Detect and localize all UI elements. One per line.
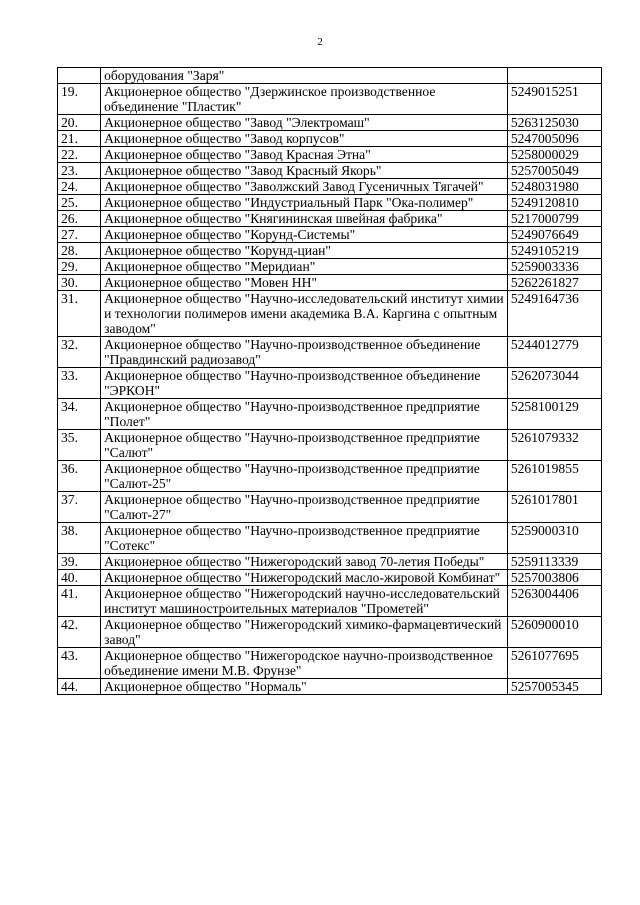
table-row xyxy=(58,679,602,695)
table-row xyxy=(58,84,602,115)
table-row xyxy=(58,492,602,523)
organization-name: Акционерное общество "Научно-производственное объединение "Правдинский радиозавод" xyxy=(101,337,508,368)
organization-inn: 5259003336 xyxy=(507,259,601,275)
table-row xyxy=(58,227,602,243)
row-number: 35. xyxy=(58,430,101,461)
organization-name: оборудования "Заря" xyxy=(101,68,508,84)
table-row xyxy=(58,115,602,131)
row-number: 42. xyxy=(58,617,101,648)
row-number: 30. xyxy=(58,275,101,291)
organizations-table xyxy=(57,67,602,695)
organization-name: Акционерное общество "Нижегородское научно-производственное объединение имени М.В. Фрунзе" xyxy=(101,648,508,679)
row-number: 29. xyxy=(58,259,101,275)
organization-inn: 5257005345 xyxy=(507,679,601,695)
organization-inn: 5258000029 xyxy=(507,147,601,163)
table-row xyxy=(58,586,602,617)
row-number: 44. xyxy=(58,679,101,695)
table-row xyxy=(58,68,602,84)
row-number: 34. xyxy=(58,399,101,430)
table-row xyxy=(58,399,602,430)
organization-name: Акционерное общество "Научно-производственное объединение "ЭРКОН" xyxy=(101,368,508,399)
table-row xyxy=(58,523,602,554)
organization-inn: 5249015251 xyxy=(507,84,601,115)
row-number: 25. xyxy=(58,195,101,211)
organization-name: Акционерное общество "Завод корпусов" xyxy=(101,131,508,147)
row-number: 31. xyxy=(58,291,101,337)
organizations-table-body xyxy=(58,68,602,695)
organization-inn: 5257005049 xyxy=(507,163,601,179)
row-number: 24. xyxy=(58,179,101,195)
organization-name: Акционерное общество "Научно-производственное предприятие "Полет" xyxy=(101,399,508,430)
table-row xyxy=(58,147,602,163)
row-number: 28. xyxy=(58,243,101,259)
organization-inn: 5247005096 xyxy=(507,131,601,147)
organization-inn: 5262073044 xyxy=(507,368,601,399)
row-number: 27. xyxy=(58,227,101,243)
table-row xyxy=(58,195,602,211)
table-row xyxy=(58,163,602,179)
organization-inn: 5259113339 xyxy=(507,554,601,570)
table-row xyxy=(58,179,602,195)
row-number: 33. xyxy=(58,368,101,399)
table-row xyxy=(58,275,602,291)
organization-inn: 5249164736 xyxy=(507,291,601,337)
table-row xyxy=(58,131,602,147)
organization-inn: 5249120810 xyxy=(507,195,601,211)
organization-name: Акционерное общество "Меридиан" xyxy=(101,259,508,275)
organization-inn: 5248031980 xyxy=(507,179,601,195)
organization-name: Акционерное общество "Завод Красный Якорь" xyxy=(101,163,508,179)
table-row xyxy=(58,243,602,259)
organization-inn: 5258100129 xyxy=(507,399,601,430)
organization-name: Акционерное общество "Научно-исследовательский институт химии и технологии полимеров имени академика В.А. Каргина с опытным заводом" xyxy=(101,291,508,337)
row-number: 22. xyxy=(58,147,101,163)
table-row xyxy=(58,461,602,492)
organization-inn: 5263125030 xyxy=(507,115,601,131)
row-number: 23. xyxy=(58,163,101,179)
organization-name: Акционерное общество "Нормаль" xyxy=(101,679,508,695)
table-row xyxy=(58,259,602,275)
organization-name: Акционерное общество "Мовен НН" xyxy=(101,275,508,291)
organization-inn: 5217000799 xyxy=(507,211,601,227)
row-number: 32. xyxy=(58,337,101,368)
organization-inn: 5259000310 xyxy=(507,523,601,554)
organization-inn: 5249076649 xyxy=(507,227,601,243)
organization-inn: 5262261827 xyxy=(507,275,601,291)
organization-name: Акционерное общество "Индустриальный Парк "Ока-полимер" xyxy=(101,195,508,211)
table-row xyxy=(58,617,602,648)
organization-name: Акционерное общество "Нижегородский масло-жировой Комбинат" xyxy=(101,570,508,586)
table-row xyxy=(58,570,602,586)
row-number: 39. xyxy=(58,554,101,570)
organization-name: Акционерное общество "Завод "Электромаш" xyxy=(101,115,508,131)
row-number: 37. xyxy=(58,492,101,523)
row-number: 41. xyxy=(58,586,101,617)
table-row xyxy=(58,291,602,337)
organization-inn: 5261079332 xyxy=(507,430,601,461)
organization-inn: 5263004406 xyxy=(507,586,601,617)
row-number: 21. xyxy=(58,131,101,147)
organization-name: Акционерное общество "Научно-производственное предприятие "Салют-25" xyxy=(101,461,508,492)
row-number: 20. xyxy=(58,115,101,131)
organization-inn: 5244012779 xyxy=(507,337,601,368)
row-number: 38. xyxy=(58,523,101,554)
organization-name: Акционерное общество "Корунд-циан" xyxy=(101,243,508,259)
organization-name: Акционерное общество "Завод Красная Этна" xyxy=(101,147,508,163)
organization-name: Акционерное общество "Научно-производственное предприятие "Сотекс" xyxy=(101,523,508,554)
organization-name: Акционерное общество "Дзержинское производственное объединение "Пластик" xyxy=(101,84,508,115)
table-row xyxy=(58,368,602,399)
organization-inn: 5249105219 xyxy=(507,243,601,259)
organization-inn: 5260900010 xyxy=(507,617,601,648)
organization-name: Акционерное общество "Нижегородский научно-исследовательский институт машиностроительных материалов "Прометей" xyxy=(101,586,508,617)
organization-inn xyxy=(507,68,601,84)
organization-name: Акционерное общество "Нижегородский завод 70-летия Победы" xyxy=(101,554,508,570)
table-row xyxy=(58,648,602,679)
organization-inn: 5257003806 xyxy=(507,570,601,586)
page-number: 2 xyxy=(317,36,323,48)
organization-inn: 5261077695 xyxy=(507,648,601,679)
row-number xyxy=(58,68,101,84)
organization-inn: 5261017801 xyxy=(507,492,601,523)
organization-name: Акционерное общество "Заволжский Завод Гусеничных Тягачей" xyxy=(101,179,508,195)
table-row xyxy=(58,430,602,461)
organization-name: Акционерное общество "Княгининская швейная фабрика" xyxy=(101,211,508,227)
row-number: 40. xyxy=(58,570,101,586)
row-number: 19. xyxy=(58,84,101,115)
organization-name: Акционерное общество "Научно-производственное предприятие "Салют" xyxy=(101,430,508,461)
table-row xyxy=(58,554,602,570)
table-row xyxy=(58,211,602,227)
row-number: 26. xyxy=(58,211,101,227)
row-number: 36. xyxy=(58,461,101,492)
organization-name: Акционерное общество "Корунд-Системы" xyxy=(101,227,508,243)
organization-name: Акционерное общество "Научно-производственное предприятие "Салют-27" xyxy=(101,492,508,523)
organization-name: Акционерное общество "Нижегородский химико-фармацевтический завод" xyxy=(101,617,508,648)
row-number: 43. xyxy=(58,648,101,679)
organization-inn: 5261019855 xyxy=(507,461,601,492)
table-row xyxy=(58,337,602,368)
